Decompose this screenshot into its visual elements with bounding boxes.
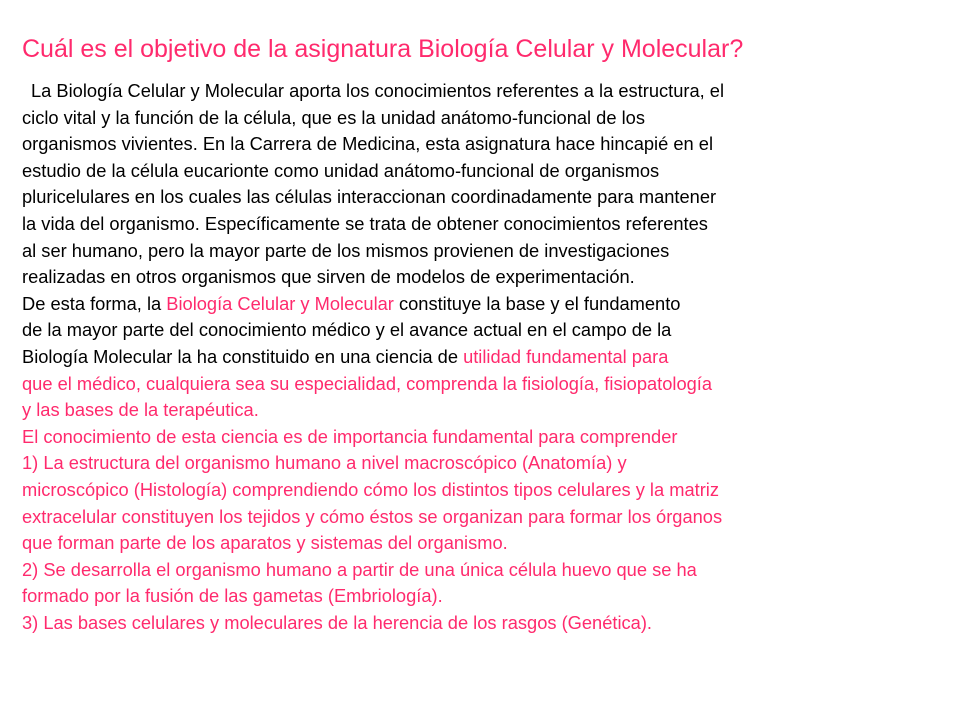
body-text: estudio de la célula eucarionte como unidad anátomo-funcional de organismos <box>22 159 660 181</box>
text-line <box>22 424 942 451</box>
body-text: La Biología Celular y Molecular aporta los conocimientos referentes a la estructura, el <box>31 80 725 101</box>
slide-body <box>22 78 942 636</box>
body-text: al ser humano, pero la mayor parte de los mismos provienen de investigaciones <box>22 239 670 261</box>
text-line <box>22 105 942 132</box>
text-line <box>22 344 942 371</box>
highlighted-text: que el médico, cualquiera sea su especialidad, comprenda la fisiología, fisiopatología <box>22 372 713 394</box>
highlighted-text: 2) Se desarrolla el organismo humano a partir de una única célula huevo que se ha <box>22 558 697 580</box>
body-text: de la mayor parte del conocimiento médico y el avance actual en el campo de la <box>22 319 672 341</box>
body-text: Biología Molecular la ha constituido en una ciencia de <box>22 345 464 367</box>
text-line <box>22 371 942 398</box>
body-text: pluricelulares en los cuales las células interaccionan coordinadamente para mantener <box>22 186 717 208</box>
body-text: la vida del organismo. Específicamente se trata de obtener conocimientos referentes <box>22 212 708 234</box>
text-line <box>22 158 942 185</box>
text-line <box>22 557 942 584</box>
text-line <box>22 610 942 637</box>
text-line <box>22 238 942 265</box>
text-line <box>22 317 942 344</box>
text-line <box>22 211 942 238</box>
text-line <box>22 131 942 158</box>
highlighted-text: extracelular constituyen los tejidos y cómo éstos se organizan para formar los órganos <box>22 505 723 527</box>
text-line <box>22 397 942 424</box>
text-line <box>22 78 942 105</box>
text-line <box>22 184 942 211</box>
body-text: ciclo vital y la función de la célula, que es la unidad anátomo-funcional de los <box>22 106 645 128</box>
text-line <box>22 450 942 477</box>
highlighted-text: 1) La estructura del organismo humano a nivel macroscópico (Anatomía) y <box>22 452 627 474</box>
highlighted-text: Biología Celular y Molecular <box>166 292 394 314</box>
text-line <box>22 504 942 531</box>
body-text: organismos vivientes. En la Carrera de Medicina, esta asignatura hace hincapié en el <box>22 133 714 155</box>
text-line <box>22 264 942 291</box>
highlighted-text: y las bases de la terapéutica. <box>22 399 259 421</box>
highlighted-text: formado por la fusión de las gametas (Embriología). <box>22 585 443 607</box>
highlighted-text: 3) Las bases celulares y moleculares de la herencia de los rasgos (Genética). <box>22 611 653 633</box>
body-text: constituye la base y el fundamento <box>393 292 681 314</box>
body-text: De esta forma, la <box>22 292 167 314</box>
text-line <box>22 477 942 504</box>
text-line <box>22 530 942 557</box>
text-line <box>22 291 942 318</box>
highlighted-text: El conocimiento de esta ciencia es de importancia fundamental para comprender <box>22 425 678 447</box>
highlighted-text: microscópico (Histología) comprendiendo cómo los distintos tipos celulares y la matriz <box>22 478 719 500</box>
highlighted-text: utilidad fundamental para <box>463 345 669 367</box>
highlighted-text: que forman parte de los aparatos y sistemas del organismo. <box>22 532 508 554</box>
slide-title: Cuál es el objetivo de la asignatura Biología Celular y Molecular? <box>22 35 744 63</box>
text-line <box>22 583 942 610</box>
body-text: realizadas en otros organismos que sirven de modelos de experimentación. <box>22 266 635 288</box>
